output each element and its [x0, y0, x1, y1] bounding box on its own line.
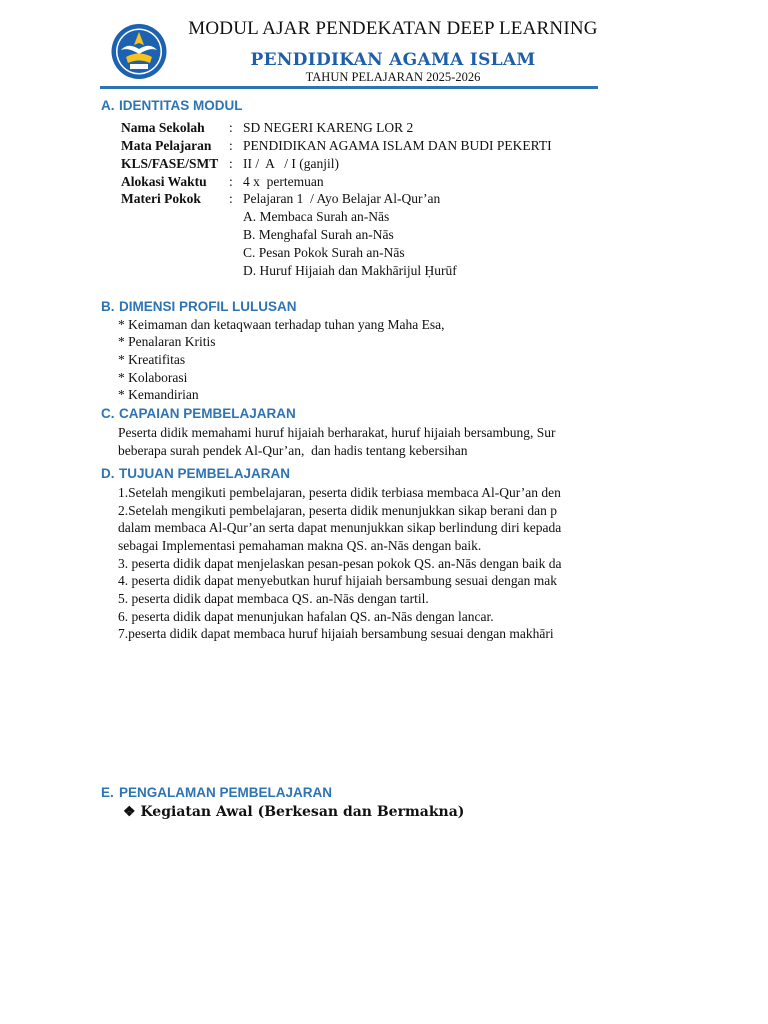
tujuan-line: 5. peserta didik dapat membaca QS. an-Nās dengan tartil.	[118, 591, 429, 606]
academic-year: TAHUN PELAJARAN 2025-2026	[305, 70, 481, 84]
section-d-letter: D.	[101, 466, 115, 481]
section-b-heading	[101, 299, 297, 314]
identitas-colon: :	[229, 191, 233, 206]
identitas-colon: :	[229, 156, 233, 171]
subject-title: PENDIDIKAN AGAMA ISLAM	[250, 50, 536, 70]
profil-item: * Penalaran Kritis	[118, 334, 216, 349]
document-title: MODUL AJAR PENDEKATAN DEEP LEARNING	[188, 18, 598, 39]
identitas-value-time: 4 x pertemuan	[243, 174, 324, 189]
section-a-title: IDENTITAS MODUL	[119, 98, 243, 113]
section-a-letter: A.	[101, 98, 115, 113]
materi-sub-item: B. Menghafal Surah an-Nās	[243, 227, 394, 242]
profil-item: * Keimaman dan ketaqwaan terhadap tuhan yang Maha Esa,	[118, 317, 445, 332]
section-e-title: PENGALAMAN PEMBELAJARAN	[119, 785, 333, 800]
identitas-value-subject: PENDIDIKAN AGAMA ISLAM DAN BUDI PEKERTI	[243, 138, 552, 153]
profil-item: * Kemandirian	[118, 387, 199, 402]
section-d-title: TUJUAN PEMBELAJARAN	[119, 466, 291, 481]
materi-sub-item: D. Huruf Hijaiah dan Makhārijul Ḥurūf	[243, 263, 457, 278]
capaian-line: Peserta didik memahami huruf hijaiah berharakat, huruf hijaiah bersambung, Sur	[118, 425, 556, 440]
identitas-colon: :	[229, 174, 233, 189]
profil-item: * Kolaborasi	[118, 370, 188, 385]
section-b-letter: B.	[101, 299, 115, 314]
tujuan-line: 3. peserta didik dapat menjelaskan pesan-pesan pokok QS. an-Nās dengan baik da	[118, 556, 562, 571]
section-c-heading	[101, 406, 296, 421]
kegiatan-awal-heading	[123, 804, 464, 820]
identitas-value-materi: Pelajaran 1 / Ayo Belajar Al-Qur’an	[243, 191, 441, 206]
tujuan-line: sebagai Implementasi pemahaman makna QS. an-Nās dengan baik.	[118, 538, 482, 553]
kegiatan-awal-label: Kegiatan Awal (Berkesan dan Bermakna)	[140, 804, 465, 820]
section-e-letter: E.	[101, 785, 114, 800]
materi-sub-item: C. Pesan Pokok Surah an-Nās	[243, 245, 405, 260]
materi-sub-item: A. Membaca Surah an-Nās	[243, 209, 390, 224]
header-divider	[100, 86, 598, 89]
tujuan-line: dalam membaca Al-Qur’an serta dapat menunjukkan sikap berlindung diri kepada	[118, 520, 562, 535]
identitas-label: Alokasi Waktu	[121, 174, 207, 189]
identitas-label: Materi Pokok	[121, 191, 201, 206]
identitas-label: Mata Pelajaran	[121, 138, 212, 153]
profil-item: * Kreatifitas	[118, 352, 186, 367]
tujuan-line: 7.peserta didik dapat membaca huruf hijaiah bersambung sesuai dengan makhāri	[118, 626, 554, 641]
section-d-heading	[101, 466, 290, 481]
tujuan-line: 2.Setelah mengikuti pembelajaran, peserta didik menunjukkan sikap berani dan p	[118, 503, 557, 518]
section-e-heading	[101, 785, 332, 800]
section-c-letter: C.	[101, 406, 115, 421]
identitas-label: KLS/FASE/SMT	[121, 156, 219, 171]
section-a-heading	[101, 98, 243, 113]
identitas-colon: :	[229, 138, 233, 153]
tujuan-line: 4. peserta didik dapat menyebutkan huruf hijaiah bersambung sesuai dengan mak	[118, 573, 557, 588]
identitas-value-school: SD NEGERI KARENG LOR 2	[243, 120, 414, 135]
tut-wuri-handayani-logo	[108, 23, 170, 80]
identitas-colon: :	[229, 120, 233, 135]
diamond-bullet-icon: ❖	[123, 804, 136, 820]
section-c-title: CAPAIAN PEMBELAJARAN	[119, 406, 296, 421]
tujuan-line: 1.Setelah mengikuti pembelajaran, peserta didik terbiasa membaca Al-Qur’an den	[118, 485, 561, 500]
identitas-label: Nama Sekolah	[121, 120, 205, 135]
tujuan-line: 6. peserta didik dapat menunjukan hafalan QS. an-Nās dengan lancar.	[118, 609, 494, 624]
identitas-value-class: II / A / I (ganjil)	[243, 156, 339, 171]
capaian-line: beberapa surah pendek Al-Qur’an, dan hadis tentang kebersihan	[118, 443, 468, 458]
section-b-title: DIMENSI PROFIL LULUSAN	[119, 299, 297, 314]
